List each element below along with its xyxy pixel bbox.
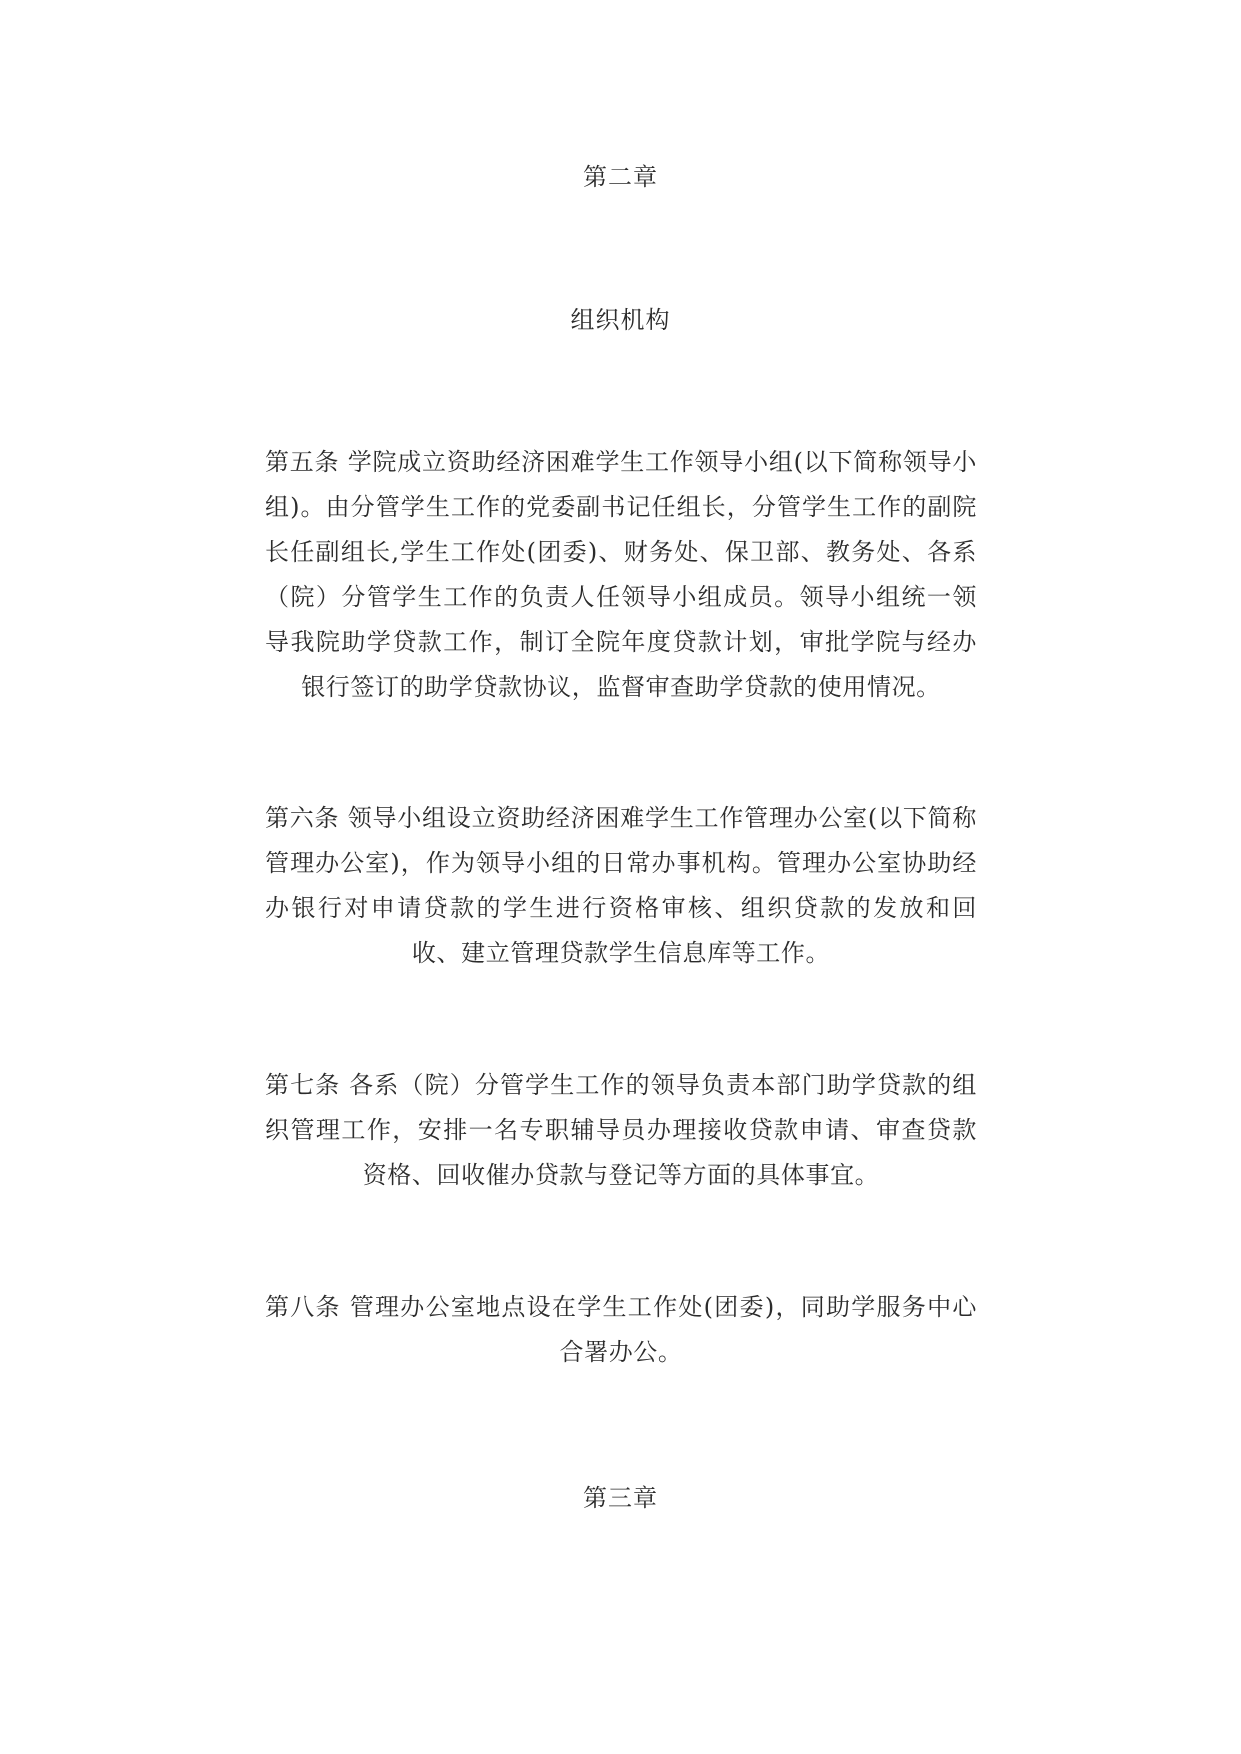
article-7: 第七条 各系（院）分管学生工作的领导负责本部门助学贷款的组织管理工作，安排一名专职辅导员办理接收贷款申请、审查贷款资格、回收催办贷款与登记等方面的具体事宜。 (265, 1071, 977, 1189)
section-heading: 组织机构 (570, 306, 671, 334)
chapter-three-heading: 第三章 (583, 1484, 658, 1512)
chapter-two-heading: 第二章 (583, 163, 658, 191)
article-8: 第八条 管理办公室地点设在学生工作处(团委)，同助学服务中心合署办公。 (265, 1293, 977, 1366)
article-5: 第五条 学院成立资助经济困难学生工作领导小组(以下简称领导小组)。由分管学生工作的党委副书记任组长，分管学生工作的副院长任副组长,学生工作处(团委)、财务处、保卫部、教务处、各系（院）分管学生工作的负责人任领导小组成员。领导小组统一领导我院助学贷款工作，制订全院年度贷款计划，审批学院与经办银行签订的助学贷款协议，监督审查助学贷款的使用情况。 (265, 448, 977, 701)
article-6: 第六条 领导小组设立资助经济困难学生工作管理办公室(以下简称管理办公室)，作为领导小组的日常办事机构。管理办公室协助经办银行对申请贷款的学生进行资格审核、组织贷款的发放和回收、建立管理贷款学生信息库等工作。 (265, 804, 977, 967)
